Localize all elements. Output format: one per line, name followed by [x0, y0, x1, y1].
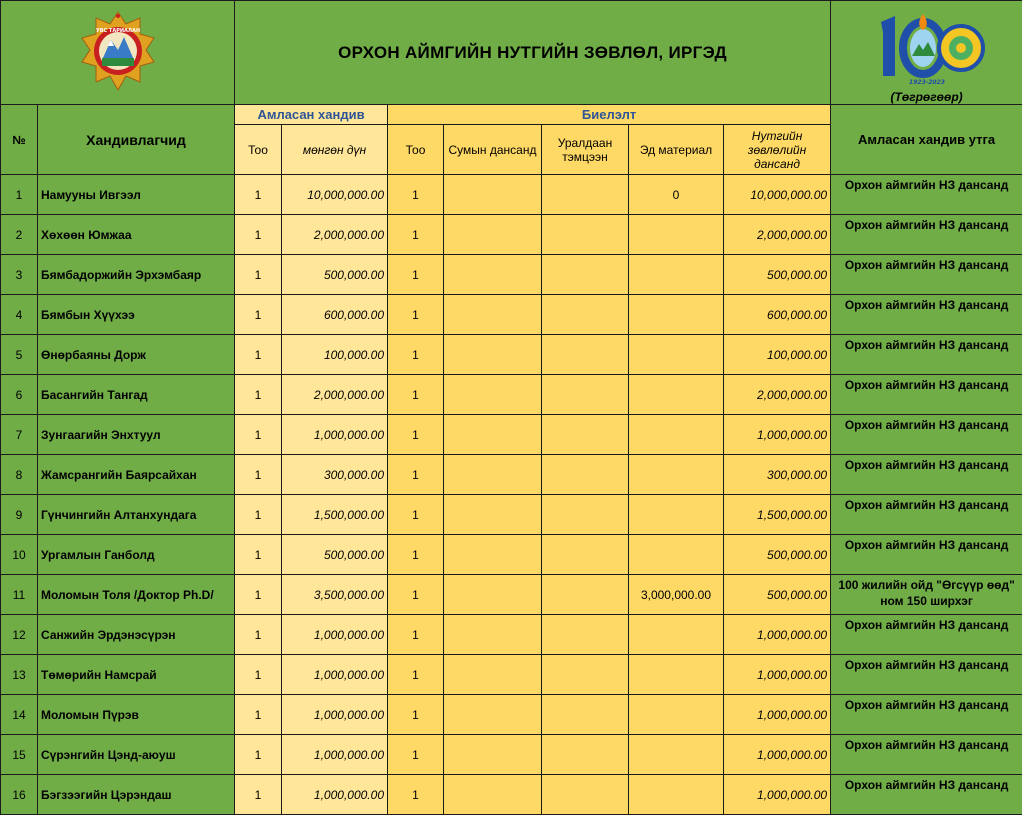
donor-name-cell[interactable]: Басангийн Тангад: [38, 375, 235, 415]
row-number-cell[interactable]: 6: [1, 375, 38, 415]
header-promised-count[interactable]: Тоо: [235, 125, 282, 175]
promised-amount-cell[interactable]: 100,000.00: [282, 335, 388, 375]
donation-purpose-cell[interactable]: Орхон аймгийн НЗ дансанд: [831, 375, 1022, 415]
promised-amount-cell[interactable]: 3,500,000.00: [282, 575, 388, 615]
header-executed-group[interactable]: Биелэлт: [388, 105, 831, 125]
exec-contest-cell[interactable]: [542, 775, 629, 815]
donor-name-cell[interactable]: Гүнчингийн Алтанхундага: [38, 495, 235, 535]
promised-count-cell[interactable]: 1: [235, 615, 282, 655]
promised-amount-cell[interactable]: 1,000,000.00: [282, 735, 388, 775]
row-number-cell[interactable]: 11: [1, 575, 38, 615]
donor-name-cell[interactable]: Ургамлын Ганболд: [38, 535, 235, 575]
exec-soum-cell[interactable]: [444, 335, 542, 375]
header-exec-soum[interactable]: Сумын дансанд: [444, 125, 542, 175]
exec-count-cell[interactable]: 1: [388, 695, 444, 735]
exec-count-cell[interactable]: 1: [388, 175, 444, 215]
exec-council-cell[interactable]: 1,000,000.00: [724, 615, 831, 655]
exec-council-cell[interactable]: 1,000,000.00: [724, 695, 831, 735]
header-promised-amount[interactable]: мөнгөн дүн: [282, 125, 388, 175]
exec-count-cell[interactable]: 1: [388, 455, 444, 495]
exec-count-cell[interactable]: 1: [388, 375, 444, 415]
exec-council-cell[interactable]: 10,000,000.00: [724, 175, 831, 215]
promised-count-cell[interactable]: 1: [235, 535, 282, 575]
row-number-cell[interactable]: 9: [1, 495, 38, 535]
svg-text:1923-2023: 1923-2023: [909, 79, 945, 86]
exec-contest-cell[interactable]: [542, 735, 629, 775]
promised-amount-cell[interactable]: 600,000.00: [282, 295, 388, 335]
exec-count-cell[interactable]: 1: [388, 215, 444, 255]
promised-amount-cell[interactable]: 1,000,000.00: [282, 615, 388, 655]
exec-material-cell[interactable]: [629, 655, 724, 695]
header-exec-material[interactable]: Эд материал: [629, 125, 724, 175]
donation-purpose-cell[interactable]: Орхон аймгийн НЗ дансанд: [831, 495, 1022, 535]
exec-council-cell[interactable]: 500,000.00: [724, 535, 831, 575]
exec-material-cell[interactable]: [629, 375, 724, 415]
donation-purpose-cell[interactable]: Орхон аймгийн НЗ дансанд: [831, 615, 1022, 655]
exec-soum-cell[interactable]: [444, 255, 542, 295]
promised-amount-cell[interactable]: 500,000.00: [282, 255, 388, 295]
exec-material-cell[interactable]: [629, 255, 724, 295]
exec-soum-cell[interactable]: [444, 375, 542, 415]
header-exec-count[interactable]: Тоо: [388, 125, 444, 175]
promised-amount-cell[interactable]: 1,500,000.00: [282, 495, 388, 535]
donation-purpose-cell[interactable]: Орхон аймгийн НЗ дансанд: [831, 415, 1022, 455]
exec-soum-cell[interactable]: [444, 735, 542, 775]
donation-purpose-cell[interactable]: Орхон аймгийн НЗ дансанд: [831, 535, 1022, 575]
donor-name-cell[interactable]: Бямбадоржийн Эрхэмбаяр: [38, 255, 235, 295]
row-number-cell[interactable]: 4: [1, 295, 38, 335]
exec-count-cell[interactable]: 1: [388, 335, 444, 375]
donation-purpose-cell[interactable]: Орхон аймгийн НЗ дансанд: [831, 695, 1022, 735]
table-row: [1, 495, 1022, 535]
promised-amount-cell[interactable]: 300,000.00: [282, 455, 388, 495]
promised-count-cell[interactable]: 1: [235, 215, 282, 255]
table-row: [1, 735, 1022, 775]
table-row: [1, 255, 1022, 295]
exec-contest-cell[interactable]: [542, 695, 629, 735]
promised-count-cell[interactable]: 1: [235, 295, 282, 335]
row-number-cell[interactable]: 7: [1, 415, 38, 455]
promised-count-cell[interactable]: 1: [235, 335, 282, 375]
donation-purpose-cell[interactable]: Орхон аймгийн НЗ дансанд: [831, 215, 1022, 255]
promised-count-cell[interactable]: 1: [235, 575, 282, 615]
promised-amount-cell[interactable]: 1,000,000.00: [282, 775, 388, 815]
promised-amount-cell[interactable]: 500,000.00: [282, 535, 388, 575]
exec-soum-cell[interactable]: [444, 775, 542, 815]
table-row: [1, 215, 1022, 255]
donor-name-cell[interactable]: Моломын Пүрэв: [38, 695, 235, 735]
exec-soum-cell[interactable]: [444, 575, 542, 615]
promised-count-cell[interactable]: 1: [235, 655, 282, 695]
exec-soum-cell[interactable]: [444, 655, 542, 695]
exec-council-cell[interactable]: 300,000.00: [724, 455, 831, 495]
exec-soum-cell[interactable]: [444, 615, 542, 655]
exec-contest-cell[interactable]: [542, 415, 629, 455]
exec-count-cell[interactable]: 1: [388, 655, 444, 695]
row-number-cell[interactable]: 13: [1, 655, 38, 695]
exec-council-cell[interactable]: 500,000.00: [724, 575, 831, 615]
exec-count-cell[interactable]: 1: [388, 255, 444, 295]
exec-count-cell[interactable]: 1: [388, 495, 444, 535]
exec-contest-cell[interactable]: [542, 175, 629, 215]
promised-count-cell[interactable]: 1: [235, 455, 282, 495]
exec-contest-cell[interactable]: [542, 575, 629, 615]
exec-soum-cell[interactable]: [444, 495, 542, 535]
donor-name-cell[interactable]: Намууны Ивгээл: [38, 175, 235, 215]
exec-count-cell[interactable]: 1: [388, 735, 444, 775]
exec-material-cell[interactable]: [629, 335, 724, 375]
header-purpose[interactable]: Амласан хандив утга: [831, 105, 1022, 175]
exec-contest-cell[interactable]: [542, 655, 629, 695]
exec-soum-cell[interactable]: [444, 535, 542, 575]
exec-council-cell[interactable]: 1,000,000.00: [724, 735, 831, 775]
exec-council-cell[interactable]: 100,000.00: [724, 335, 831, 375]
exec-count-cell[interactable]: 1: [388, 415, 444, 455]
exec-contest-cell[interactable]: [542, 295, 629, 335]
centennial-logo-icon: [867, 10, 987, 88]
exec-material-cell[interactable]: 3,000,000.00: [629, 575, 724, 615]
promised-count-cell[interactable]: 1: [235, 495, 282, 535]
donor-name-cell[interactable]: Өнөрбаяны Дорж: [38, 335, 235, 375]
donation-purpose-cell[interactable]: Орхон аймгийн НЗ дансанд: [831, 335, 1022, 375]
left-logo-cell[interactable]: [1, 1, 235, 105]
table-row: [1, 175, 1022, 215]
exec-contest-cell[interactable]: [542, 535, 629, 575]
exec-soum-cell[interactable]: [444, 175, 542, 215]
donor-name-cell[interactable]: Моломын Толя /Доктор Ph.D/: [38, 575, 235, 615]
table-row: [1, 415, 1022, 455]
exec-count-cell[interactable]: 1: [388, 775, 444, 815]
table-row: [1, 615, 1022, 655]
promised-count-cell[interactable]: 1: [235, 735, 282, 775]
exec-contest-cell[interactable]: [542, 455, 629, 495]
exec-council-cell[interactable]: 2,000,000.00: [724, 215, 831, 255]
exec-material-cell[interactable]: [629, 615, 724, 655]
exec-council-cell[interactable]: 1,000,000.00: [724, 775, 831, 815]
header-no[interactable]: №: [1, 105, 38, 175]
exec-material-cell[interactable]: [629, 495, 724, 535]
exec-material-cell[interactable]: [629, 735, 724, 775]
soum-emblem-icon: [78, 10, 158, 100]
row-number-cell[interactable]: 15: [1, 735, 38, 775]
exec-soum-cell[interactable]: [444, 215, 542, 255]
table-row: [1, 375, 1022, 415]
donor-name-cell[interactable]: Жамсрангийн Баярсайхан: [38, 455, 235, 495]
exec-council-cell[interactable]: 1,000,000.00: [724, 415, 831, 455]
donor-name-cell[interactable]: Сүрэнгийн Цэнд-аюуш: [38, 735, 235, 775]
svg-text:УВС ТАРИАЛАН: УВС ТАРИАЛАН: [95, 28, 139, 34]
promised-count-cell[interactable]: 1: [235, 175, 282, 215]
table-row: [1, 455, 1022, 495]
exec-soum-cell[interactable]: [444, 695, 542, 735]
exec-council-cell[interactable]: 1,500,000.00: [724, 495, 831, 535]
promised-amount-cell[interactable]: 2,000,000.00: [282, 375, 388, 415]
exec-council-cell[interactable]: 2,000,000.00: [724, 375, 831, 415]
donation-purpose-cell[interactable]: Орхон аймгийн НЗ дансанд: [831, 175, 1022, 215]
table-row: [1, 535, 1022, 575]
promised-amount-cell[interactable]: 1,000,000.00: [282, 655, 388, 695]
table-row: [1, 335, 1022, 375]
exec-soum-cell[interactable]: [444, 455, 542, 495]
row-number-cell[interactable]: 8: [1, 455, 38, 495]
right-logo-cell[interactable]: [831, 1, 1022, 105]
header-exec-contest[interactable]: Уралдаан тэмцээн: [542, 125, 629, 175]
exec-contest-cell[interactable]: [542, 255, 629, 295]
header-promised-group[interactable]: Амласан хандив: [235, 105, 388, 125]
donor-name-cell[interactable]: Бэгзээгийн Цэрэндаш: [38, 775, 235, 815]
row-number-cell[interactable]: 3: [1, 255, 38, 295]
exec-contest-cell[interactable]: [542, 375, 629, 415]
table-row: [1, 295, 1022, 335]
donor-name-cell[interactable]: Хөхөөн Юмжаа: [38, 215, 235, 255]
exec-council-cell[interactable]: 1,000,000.00: [724, 655, 831, 695]
exec-count-cell[interactable]: 1: [388, 535, 444, 575]
row-number-cell[interactable]: 16: [1, 775, 38, 815]
exec-material-cell[interactable]: [629, 415, 724, 455]
row-number-cell[interactable]: 1: [1, 175, 38, 215]
header-exec-council[interactable]: Нутгийн зөвлөлийн дансанд: [724, 125, 831, 175]
promised-count-cell[interactable]: 1: [235, 775, 282, 815]
exec-count-cell[interactable]: 1: [388, 615, 444, 655]
exec-material-cell[interactable]: [629, 295, 724, 335]
exec-council-cell[interactable]: 500,000.00: [724, 255, 831, 295]
exec-contest-cell[interactable]: [542, 215, 629, 255]
exec-material-cell[interactable]: [629, 455, 724, 495]
donor-name-cell[interactable]: Санжийн Эрдэнэсүрэн: [38, 615, 235, 655]
row-number-cell[interactable]: 2: [1, 215, 38, 255]
donation-purpose-cell[interactable]: Орхон аймгийн НЗ дансанд: [831, 255, 1022, 295]
header-donor[interactable]: Хандивлагчид: [38, 105, 235, 175]
promised-amount-cell[interactable]: 1,000,000.00: [282, 415, 388, 455]
donation-purpose-cell[interactable]: Орхон аймгийн НЗ дансанд: [831, 295, 1022, 335]
exec-material-cell[interactable]: [629, 535, 724, 575]
row-number-cell[interactable]: 10: [1, 535, 38, 575]
exec-contest-cell[interactable]: [542, 335, 629, 375]
donation-purpose-cell[interactable]: Орхон аймгийн НЗ дансанд: [831, 735, 1022, 775]
location-note: (Төгрөгөөр): [834, 90, 1019, 104]
promised-count-cell[interactable]: 1: [235, 255, 282, 295]
promised-count-cell[interactable]: 1: [235, 415, 282, 455]
promised-amount-cell[interactable]: 2,000,000.00: [282, 215, 388, 255]
promised-amount-cell[interactable]: 1,000,000.00: [282, 695, 388, 735]
exec-contest-cell[interactable]: [542, 495, 629, 535]
donation-purpose-cell[interactable]: 100 жилийн ойд "Өгсүүр өөд" ном 150 ширхэг: [831, 575, 1022, 615]
promised-amount-cell[interactable]: 10,000,000.00: [282, 175, 388, 215]
exec-material-cell[interactable]: [629, 215, 724, 255]
exec-material-cell[interactable]: [629, 695, 724, 735]
exec-material-cell[interactable]: [629, 775, 724, 815]
row-number-cell[interactable]: 5: [1, 335, 38, 375]
table-row: [1, 655, 1022, 695]
page-title: ОРХОН АЙМГИЙН НУТГИЙН ЗӨВЛӨЛ, ИРГЭД: [235, 1, 831, 105]
exec-soum-cell[interactable]: [444, 415, 542, 455]
exec-material-cell[interactable]: 0: [629, 175, 724, 215]
promised-count-cell[interactable]: 1: [235, 375, 282, 415]
donation-purpose-cell[interactable]: Орхон аймгийн НЗ дансанд: [831, 455, 1022, 495]
exec-contest-cell[interactable]: [542, 615, 629, 655]
donor-name-cell[interactable]: Төмөрийн Намсрай: [38, 655, 235, 695]
exec-count-cell[interactable]: 1: [388, 575, 444, 615]
table-row: [1, 775, 1022, 815]
row-number-cell[interactable]: 14: [1, 695, 38, 735]
donor-name-cell[interactable]: Бямбын Хүүхээ: [38, 295, 235, 335]
donor-name-cell[interactable]: Зунгаагийн Энхтуул: [38, 415, 235, 455]
exec-soum-cell[interactable]: [444, 295, 542, 335]
promised-count-cell[interactable]: 1: [235, 695, 282, 735]
donation-purpose-cell[interactable]: Орхон аймгийн НЗ дансанд: [831, 775, 1022, 815]
exec-count-cell[interactable]: 1: [388, 295, 444, 335]
table-row: [1, 695, 1022, 735]
row-number-cell[interactable]: 12: [1, 615, 38, 655]
table-row: [1, 575, 1022, 615]
exec-council-cell[interactable]: 600,000.00: [724, 295, 831, 335]
donation-purpose-cell[interactable]: Орхон аймгийн НЗ дансанд: [831, 655, 1022, 695]
